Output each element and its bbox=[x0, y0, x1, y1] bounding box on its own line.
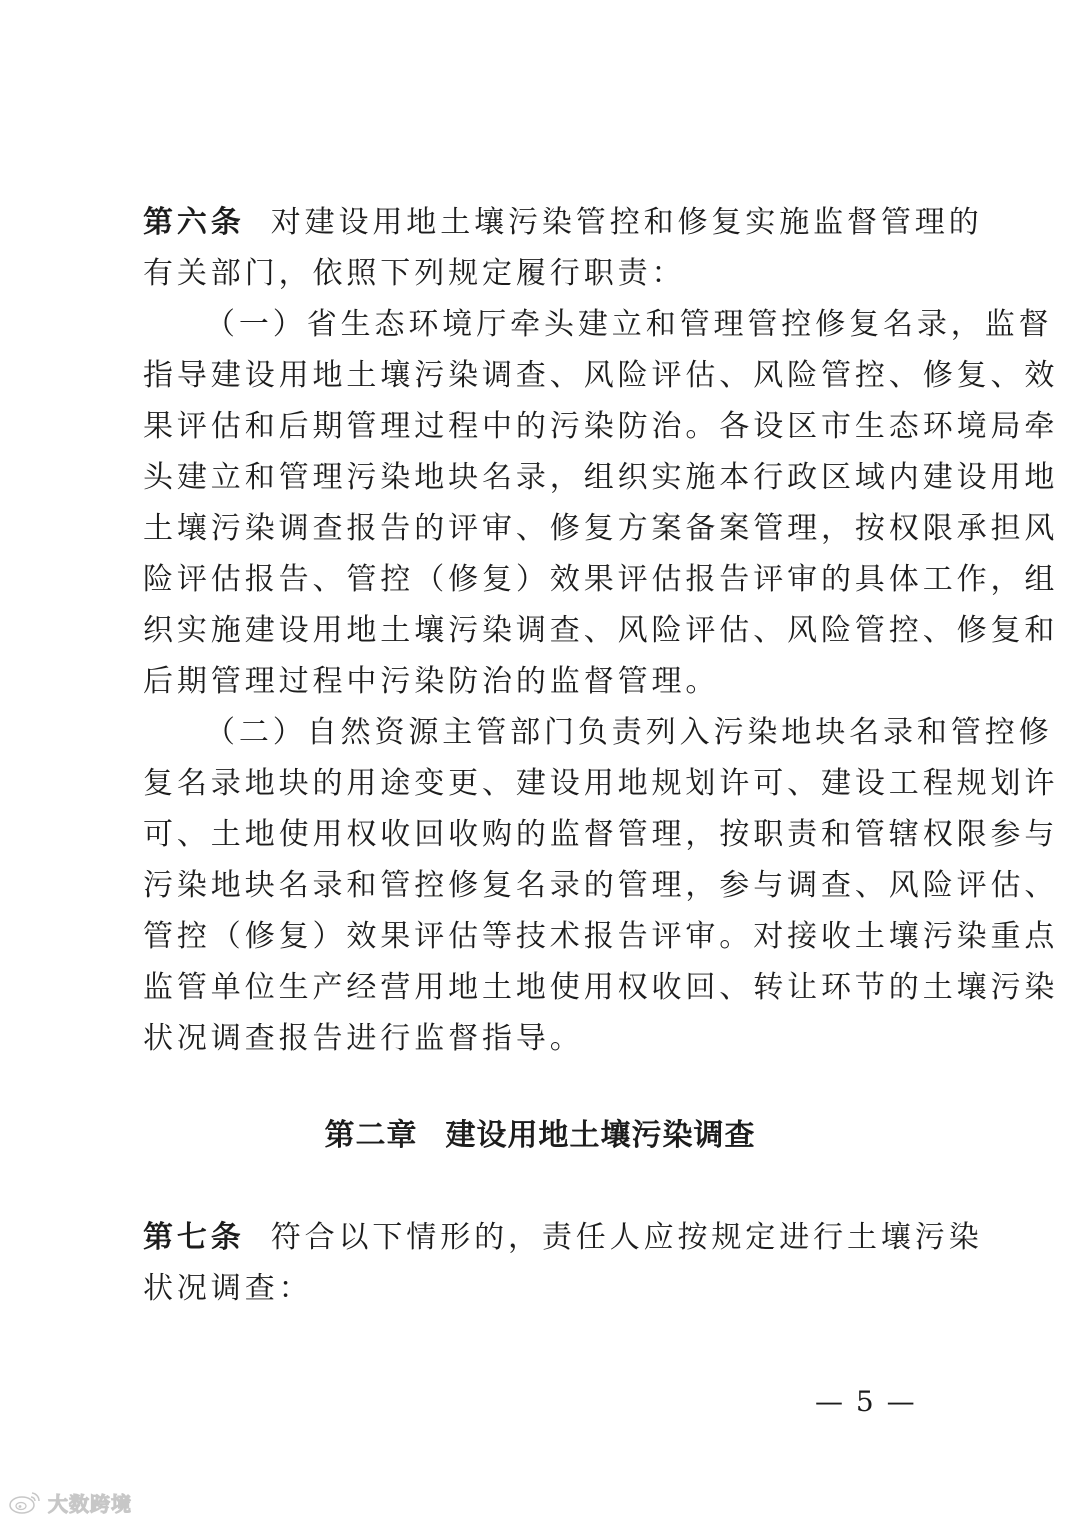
article6-first-line bbox=[143, 203, 983, 243]
article6-heading: 第六条 bbox=[143, 205, 245, 240]
item2-line: 可、土地使用权收回收购的监督管理，按职责和管辖权限参与 bbox=[143, 817, 1059, 852]
item1-line: 险评估报告、管控（修复）效果评估报告评审的具体工作，组 bbox=[143, 562, 1059, 597]
article6-intro-line2: 有关部门，依照下列规定履行职责： bbox=[143, 256, 686, 291]
item1-line: （一）省生态环境厅牵头建立和管理管控修复名录，监督 bbox=[205, 307, 1053, 342]
item2-line: 复名录地块的用途变更、建设用地规划许可、建设工程规划许 bbox=[143, 766, 1059, 801]
watermark bbox=[8, 1485, 132, 1519]
item2-line: 污染地块名录和管控修复名录的管理，参与调查、风险评估、 bbox=[143, 868, 1059, 903]
article7-first-line bbox=[143, 1218, 983, 1258]
item1-line: 指导建设用地土壤污染调查、风险评估、风险管控、修复、效 bbox=[143, 358, 1059, 393]
article6-intro-line1: 对建设用地土壤污染管控和修复实施监督管理的 bbox=[270, 205, 983, 240]
page-number: — 5 — bbox=[815, 1385, 917, 1418]
item1-line: 织实施建设用地土壤污染调查、风险评估、风险管控、修复和 bbox=[143, 613, 1059, 648]
article7-intro-line2: 状况调查： bbox=[143, 1271, 313, 1306]
weibo-logo-icon bbox=[8, 1489, 42, 1515]
item2-line: 监管单位生产经营用地土地使用权收回、转让环节的土壤污染 bbox=[143, 970, 1059, 1005]
item2-line: 状况调查报告进行监督指导。 bbox=[143, 1021, 584, 1056]
watermark-text: 大数跨境 bbox=[48, 1491, 132, 1516]
chapter-number: 第二章 bbox=[324, 1118, 418, 1153]
item1-line: 后期管理过程中污染防治的监督管理。 bbox=[143, 664, 720, 699]
chapter-heading bbox=[0, 1116, 1080, 1156]
article7-intro-line1: 符合以下情形的，责任人应按规定进行土壤污染 bbox=[270, 1220, 983, 1255]
chapter-title: 建设用地土壤污染调查 bbox=[445, 1118, 756, 1153]
item2-line: 管控（修复）效果评估等技术报告评审。对接收土壤污染重点 bbox=[143, 919, 1059, 954]
article7-heading: 第七条 bbox=[143, 1220, 245, 1255]
item1-line: 果评估和后期管理过程中的污染防治。各设区市生态环境局牵 bbox=[143, 409, 1059, 444]
item1-line: 土壤污染调查报告的评审、修复方案备案管理，按权限承担风 bbox=[143, 511, 1059, 546]
item2-line: （二）自然资源主管部门负责列入污染地块名录和管控修 bbox=[205, 715, 1053, 750]
item1-line: 头建立和管理污染地块名录，组织实施本行政区域内建设用地 bbox=[143, 460, 1059, 495]
